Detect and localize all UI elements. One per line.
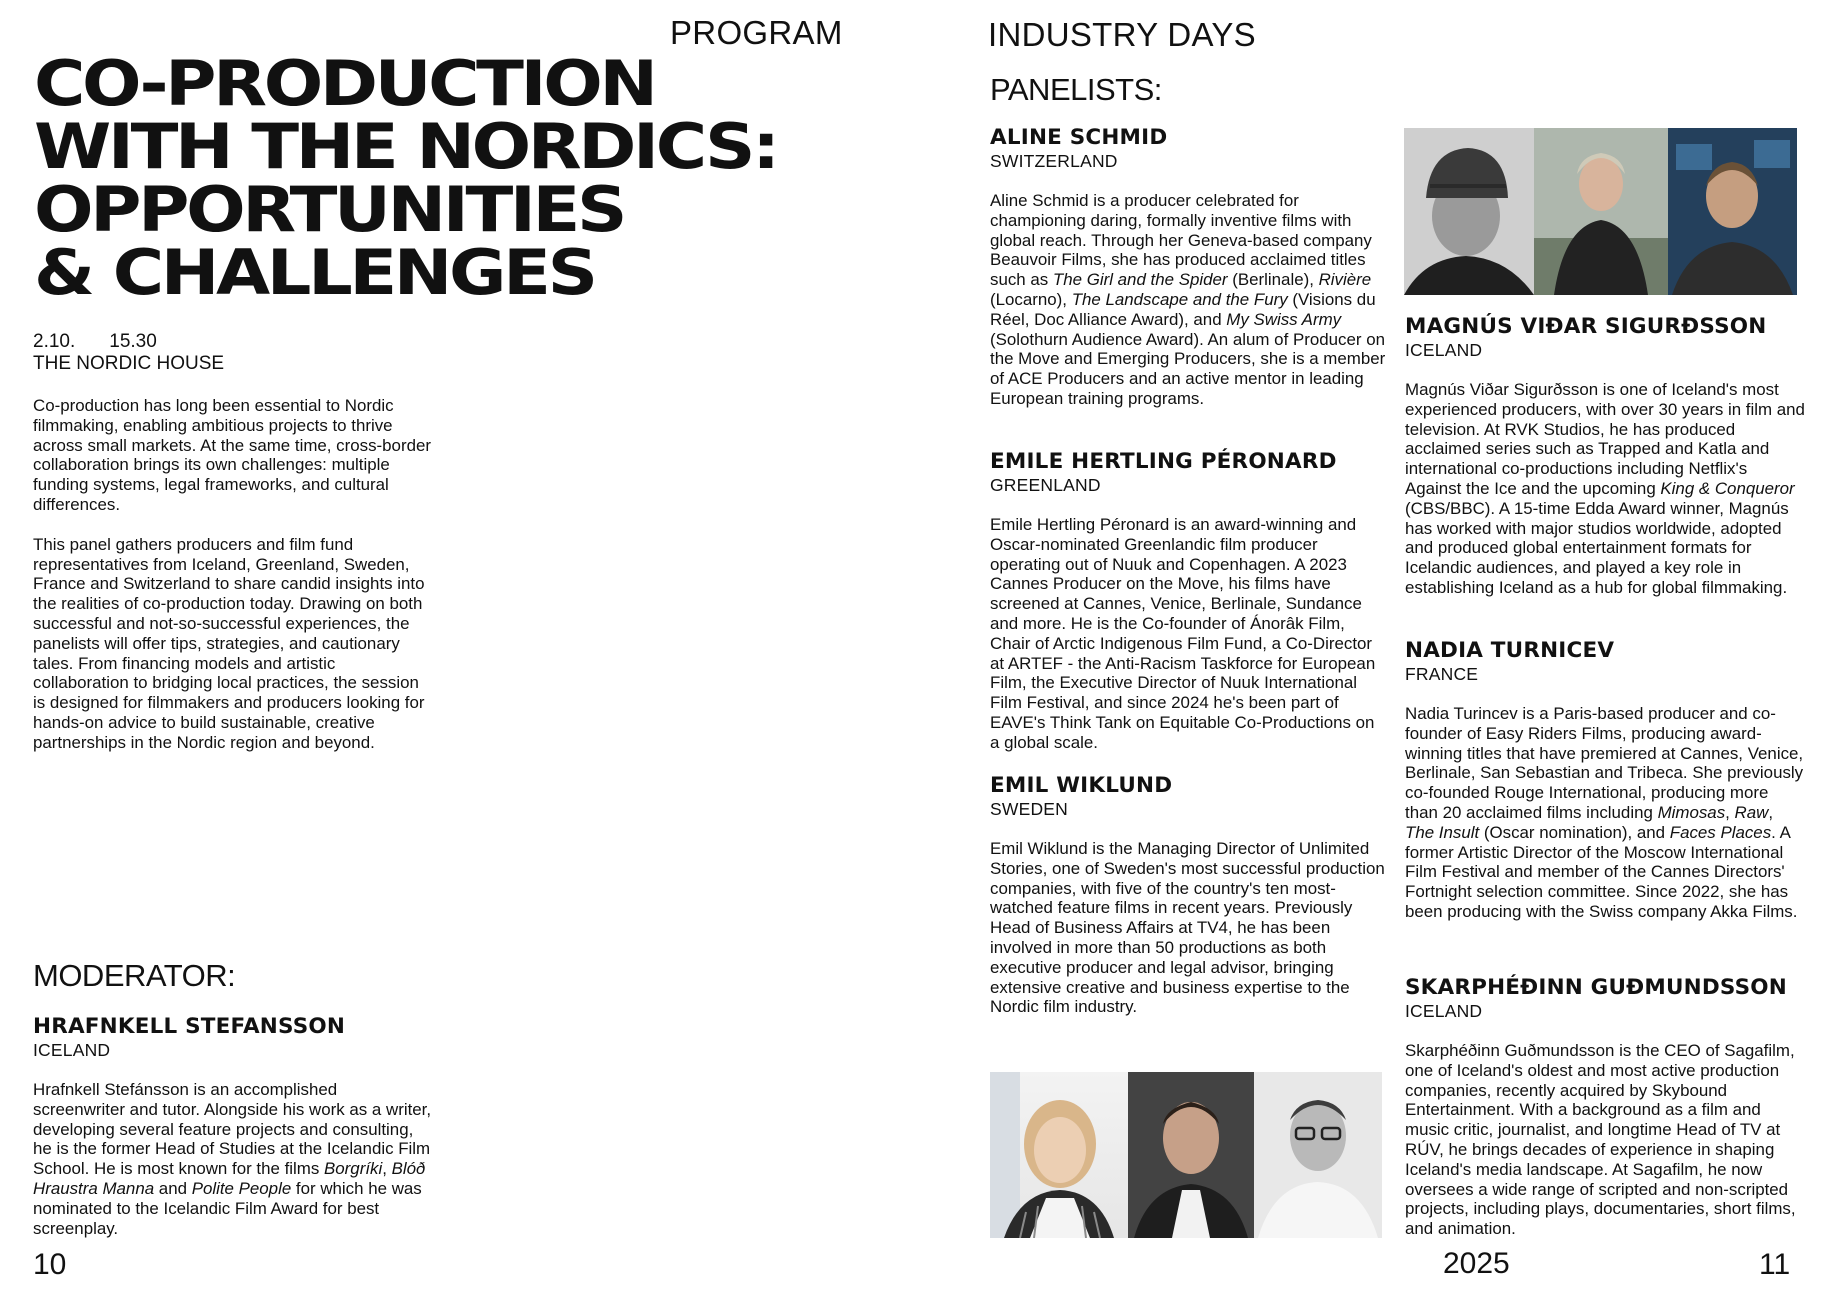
film-title: Mimosas — [1657, 802, 1726, 822]
page-number-left: 10 — [33, 1248, 67, 1281]
panelist-nadia-turnicev — [1405, 638, 1805, 922]
panelist-name: NADIA TURNICEV — [1405, 638, 1615, 663]
panelist-name: EMIL WIKLUND — [990, 773, 1173, 798]
year-label: 2025 — [1443, 1247, 1510, 1280]
portrait-photo — [990, 1072, 1128, 1238]
page-number-right: 11 — [1759, 1248, 1791, 1281]
panelist-name: ALINE SCHMID — [990, 125, 1168, 150]
title-line: CO-PRODUCTION — [34, 47, 655, 120]
panelist-magnus-vidar-sigurdsson — [1405, 314, 1805, 598]
event-time: 15.30 — [109, 331, 157, 352]
film-title: Rivière — [1318, 270, 1372, 290]
section-label-industry-days: INDUSTRY DAYS — [988, 16, 1256, 53]
panelist-country: FRANCE — [1405, 664, 1479, 684]
title-line: WITH THE NORDICS: — [34, 110, 777, 183]
panelist-bio: Emile Hertling Péronard is an award-winning and Oscar-nominated Greenlandic film producer operating out of Nuuk and Copenhagen. A 2023 Cannes Producer on the Move, his films have screened at Cannes, Venice, Berlinale, Sundance and more. He is the Co-founder of Ánorâk Film, Chair of Arctic Indigenous Film Fund, a Co-Director at ARTEF - the Anti-Racism Taskforce for European Film, the Executive Director of Nuuk International Film Festival, and since 2024 he's been part of EAVE's Think Tank on Equitable Co-Productions on a global scale. — [990, 515, 1376, 752]
film-title: The Insult — [1405, 822, 1480, 842]
portrait-photo — [1534, 128, 1668, 295]
panelist-bio: Aline Schmid is a producer celebrated for championing daring, formally inventive films with global reach. Through her Geneva-based company Beauvoir Films, she has produced acclaimed titles such as The Girl and the Spider (Berlinale), Rivière (Locarno), The Landscape and the Fury (Visions du Réel, Doc Alliance Award), and My Swiss Army (Solothurn Audience Award). An alum of Producer on the Move and Emerging Producers, she is a member of ACE Producers and an active mentor in leading European training programs. — [990, 191, 1386, 408]
panelist-photo-strip-top — [1404, 128, 1797, 295]
panelist-aline-schmid — [990, 125, 1386, 409]
panelist-bio: Nadia Turincev is a Paris-based producer and co-founder of Easy Riders Films, producing award-winning titles that have premiered at Cannes, Venice, Berlinale, San Sebastian and Tribeca. She previously co-founded Rouge International, producing more than 20 acclaimed films including Mimosas, Raw, The Insult (Oscar nomination), and Faces Places. A former Artistic Director of the Moscow International Film Festival and member of the Cannes Directors' Fortnight selection committee. Since 2022, she has been producing with the Swiss company Akka Films. — [1405, 704, 1804, 921]
film-title: Polite People — [191, 1178, 292, 1198]
film-title: Borgríki — [324, 1159, 383, 1179]
moderator-profile — [33, 1014, 433, 1238]
title-line: OPPORTUNITIES — [34, 173, 625, 246]
panelist-country: ICELAND — [1405, 1001, 1483, 1021]
panelist-emile-hertling-peronard — [990, 449, 1386, 753]
event-meta — [33, 331, 433, 375]
film-title: The Girl and the Spider — [1052, 270, 1228, 290]
portrait-photo — [1668, 128, 1797, 295]
panelist-bio: Skarphéðinn Guðmundsson is the CEO of Sagafilm, one of Iceland's oldest and most active production companies, recently acquired by Skybound Entertainment. With a background as a film and music critic, journalist, and longtime Head of TV at RÚV, he brings decades of experience in shaping Iceland's media landscape. At Sagafilm, he now oversees a wide range of scripted and non-scripted projects, including plays, documentaries, short films, and animation. — [1405, 1041, 1796, 1239]
panelist-country: ICELAND — [1405, 340, 1483, 360]
film-title: King & Conqueror — [1660, 478, 1795, 498]
panelist-emil-wiklund — [990, 773, 1386, 1017]
film-title: Faces Places — [1669, 822, 1772, 842]
portrait-photo — [1404, 128, 1534, 295]
panelist-skarphedinn-gudmundsson — [1405, 975, 1805, 1239]
panelist-bio: Magnús Viðar Sigurðsson is one of Iceland's most experienced producers, with over 30 years in film and television. At RVK Studios, he has produced acclaimed series such as Trapped and Katla and international co-productions including Netflix's Against the Ice and the upcoming King & Conqueror (CBS/BBC). A 15-time Edda Award winner, Magnús has worked with major studios worldwide, adopted and produced global entertainment formats for Icelandic audiences, and played a key role in establishing Iceland as a hub for global filmmaking. — [1405, 380, 1805, 597]
portrait-photo — [1128, 1072, 1254, 1238]
moderator-bio: Hrafnkell Stefánsson is an accomplished screenwriter and tutor. Alongside his work as a writer, developing several feature projects and consulting, he is the former Head of Studies at the Icelandic Film School. He is most known for the films Borgríki, Blóð Hraustra Manna and Polite People for which he was nominated to the Icelandic Film Award for best screenplay. — [33, 1080, 432, 1238]
panelist-name: EMILE HERTLING PÉRONARD — [990, 449, 1337, 474]
moderator-name: HRAFNKELL STEFANSSON — [33, 1014, 346, 1039]
panelist-country: SWITZERLAND — [990, 151, 1118, 171]
panelist-bio: Emil Wiklund is the Managing Director of Unlimited Stories, one of Sweden's most successful production companies, with five of the country's ten most-watched feature films in recent years. Previously Head of Business Affairs at TV4, he has been involved in more than 50 productions as both executive producer and legal advisor, bringing extensive creative and business expertise to the Nordic film industry. — [990, 839, 1385, 1017]
section-label-program: PROGRAM — [670, 14, 843, 51]
intro-paragraph: Co-production has long been essential to Nordic filmmaking, enabling ambitious projects to thrive across small markets. At the same time, cross-border collaboration brings its own challenges: multiple funding systems, legal frameworks, and cultural differences. — [33, 396, 431, 514]
panelist-country: GREENLAND — [990, 475, 1101, 495]
moderator-heading: MODERATOR: — [33, 958, 236, 993]
panelist-country: SWEDEN — [990, 799, 1069, 819]
film-title: My Swiss Army — [1226, 309, 1342, 329]
intro-paragraph: This panel gathers producers and film fund representatives from Iceland, Greenland, Sweden, France and Switzerland to share candid insights into the realities of co-production today. Drawing on both successful and not-so-successful experiences, the panelists will offer tips, strategies, and cautionary tales. From financing models and artistic collaboration to bridging local practices, the session is designed for filmmakers and producers looking for hands-on advice to build sustainable, creative partnerships in the Nordic region and beyond. — [33, 534, 425, 752]
event-description — [33, 396, 433, 753]
film-title: Raw — [1734, 802, 1769, 822]
event-date: 2.10. — [33, 331, 76, 352]
film-title: The Landscape and the Fury — [1071, 289, 1288, 309]
panelists-heading: PANELISTS: — [990, 72, 1162, 107]
portrait-photo — [1254, 1072, 1382, 1238]
page-title — [34, 47, 777, 309]
panelist-name: MAGNÚS VIÐAR SIGURÐSSON — [1405, 314, 1767, 339]
title-line: & CHALLENGES — [34, 236, 595, 309]
panelist-photo-strip-bottom — [990, 1072, 1382, 1238]
moderator-country: ICELAND — [33, 1040, 111, 1060]
film-title: Blóð Hraustra Manna — [33, 1159, 426, 1198]
event-venue: THE NORDIC HOUSE — [33, 353, 225, 374]
panelist-name: SKARPHÉÐINN GUÐMUNDSSON — [1405, 975, 1787, 1000]
